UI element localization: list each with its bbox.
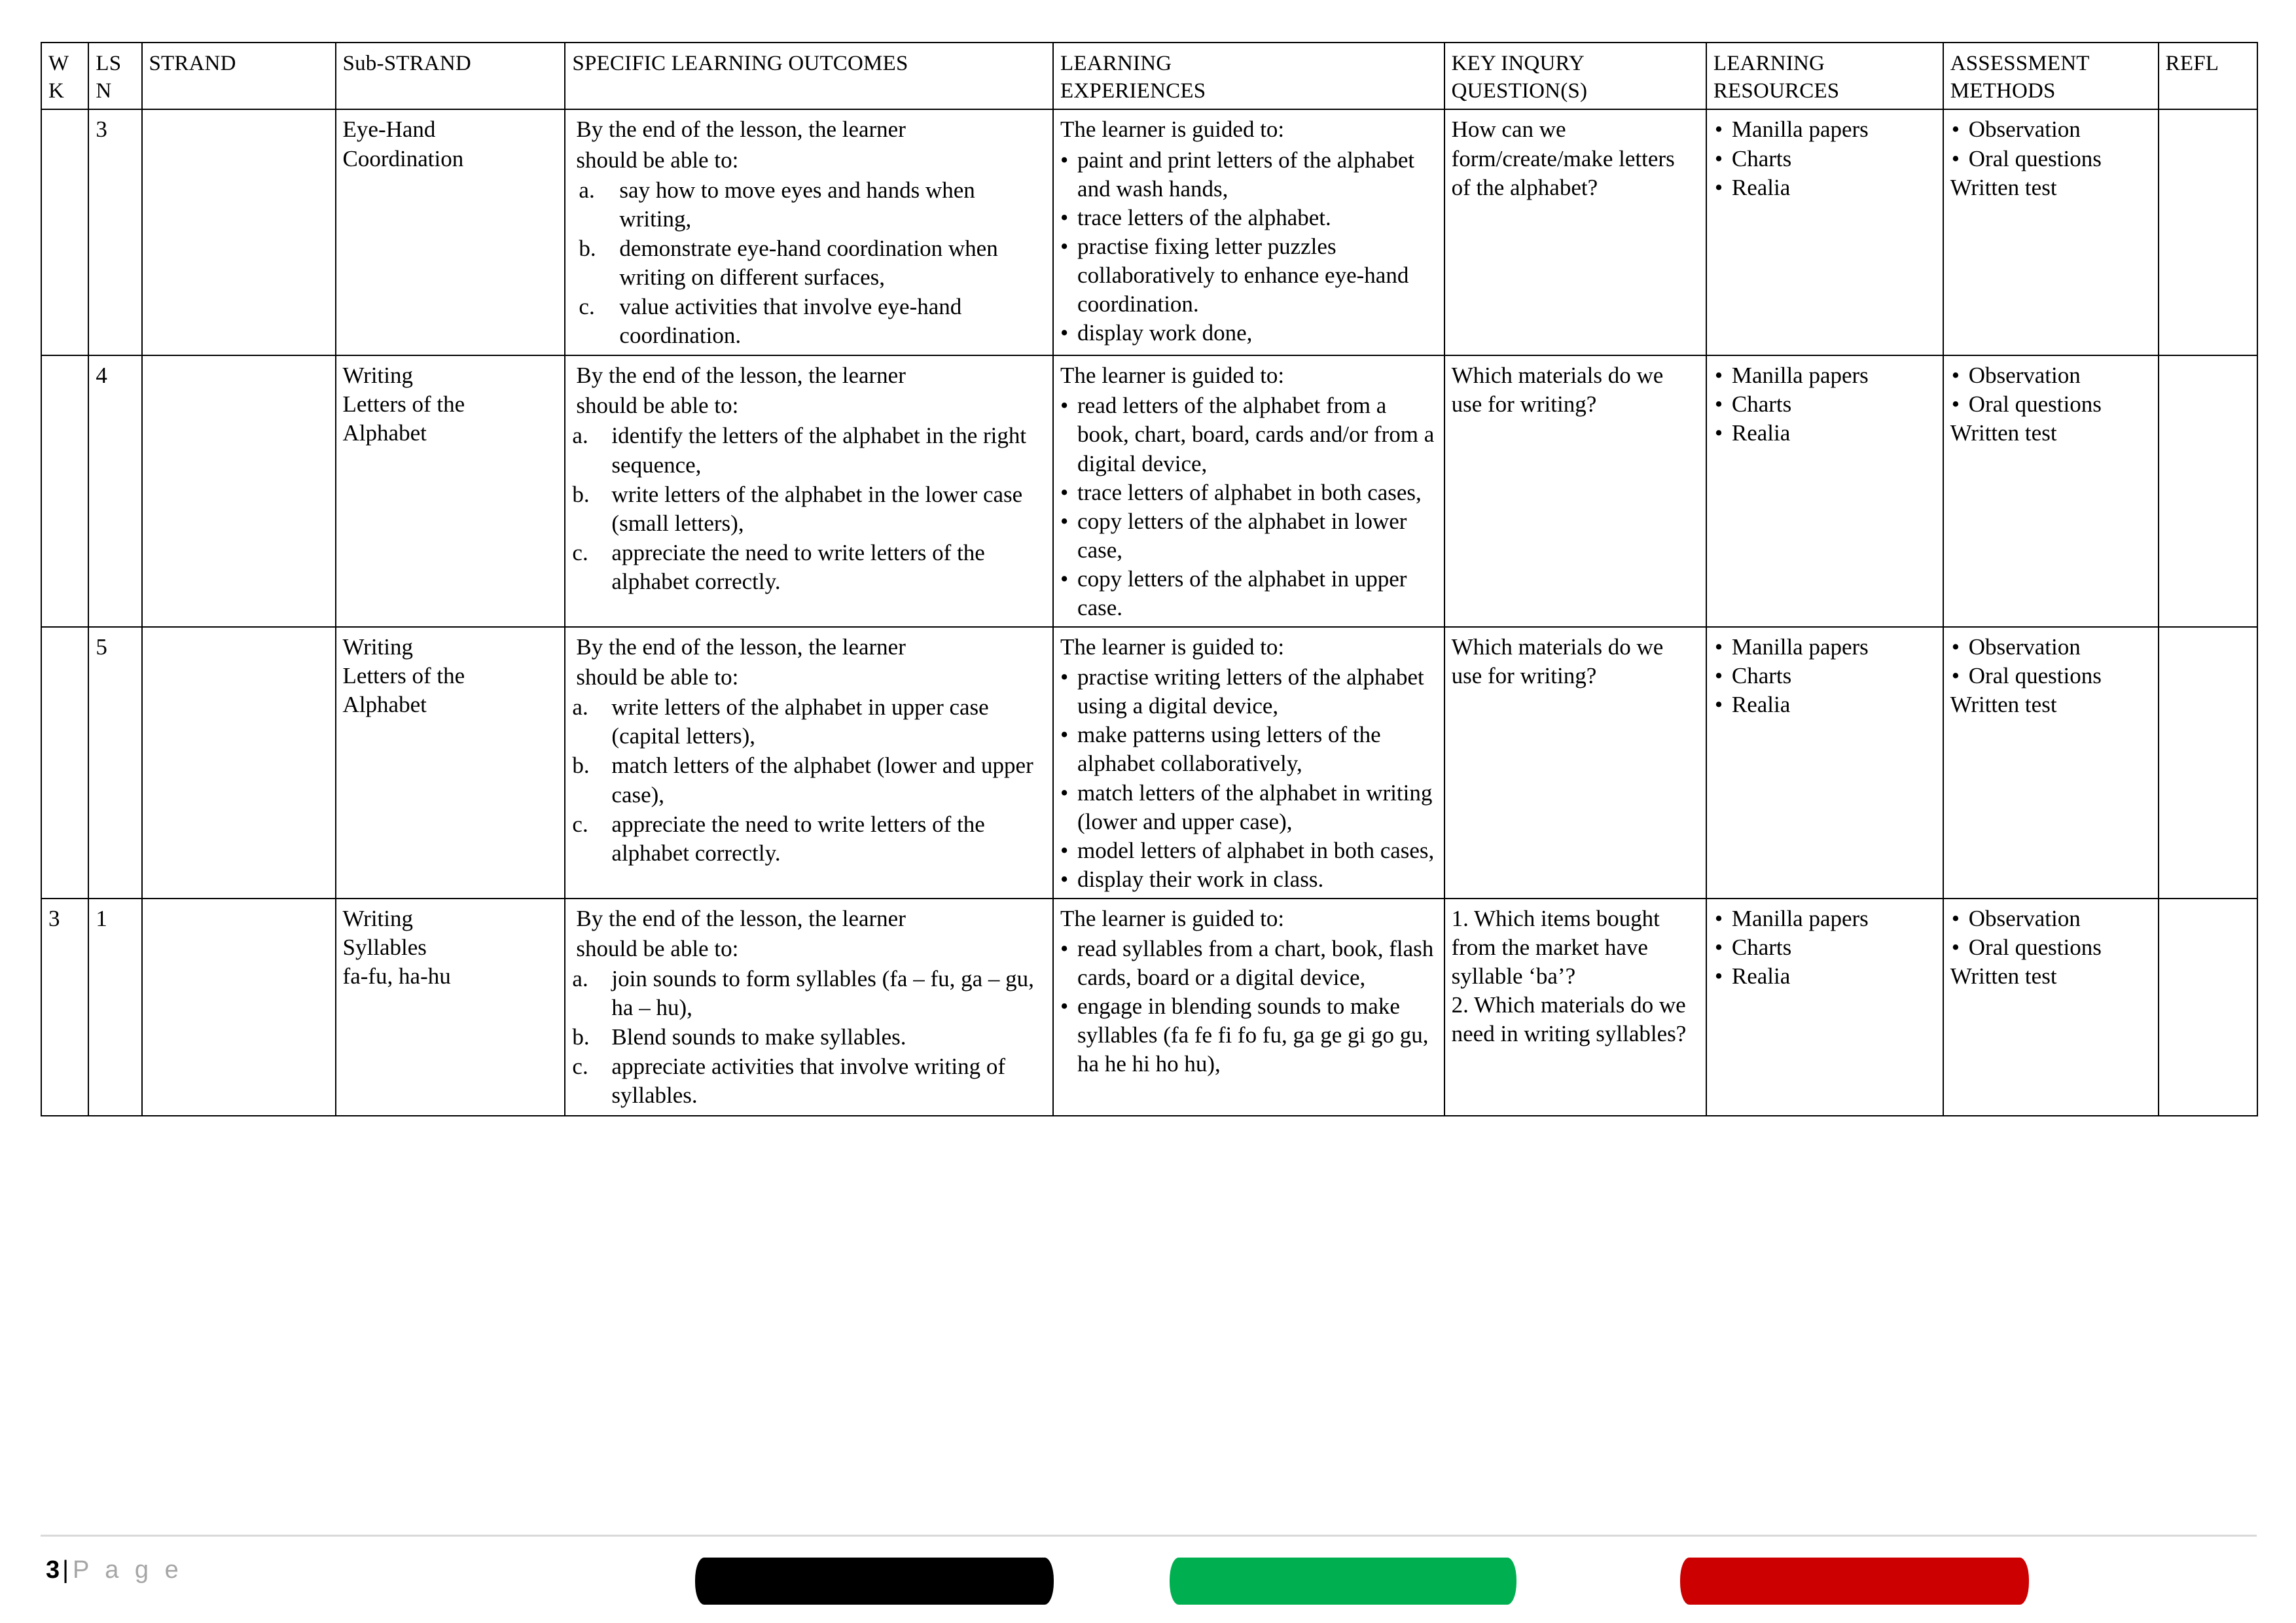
sub-strand-line: Alphabet (342, 420, 427, 446)
sub-strand-line: Letters of the (342, 391, 465, 418)
slo-item-marker: b. (572, 481, 590, 507)
header-le-line1: LEARNING (1060, 52, 1172, 75)
learning-experience-text: make patterns using letters of the alphabet collaboratively, (1077, 722, 1381, 777)
bullet-icon: • (1951, 363, 1960, 389)
cell-reflection (2159, 899, 2257, 1116)
learning-resource-text: Manilla papers (1731, 363, 1869, 389)
learning-experience-item (1060, 663, 1437, 721)
assessment-method-text: Oral questions (1968, 391, 2102, 418)
bullet-icon: • (1714, 116, 1723, 143)
bullet-icon: • (1060, 393, 1069, 419)
cell-sub-strand (336, 109, 565, 355)
column-header-strand: STRAND (142, 43, 336, 109)
slo-item-text: value activities that involve eye-hand coordination. (619, 294, 962, 349)
slo-item-text: appreciate the need to write letters of the alphabet correctly. (611, 811, 985, 866)
slo-item (572, 1052, 1046, 1110)
cell-lesson-number: 4 (88, 355, 141, 627)
bullet-icon: • (1060, 204, 1069, 230)
bullet-icon: • (1951, 634, 1960, 660)
key-inquiry-question: Which materials do we use for writing? (1451, 634, 1664, 689)
slo-item (572, 421, 1046, 479)
slo-item-text: say how to move eyes and hands when writing, (619, 177, 975, 232)
learning-experience-item (1060, 565, 1437, 622)
bullet-icon: • (1060, 147, 1069, 173)
cell-specific-learning-outcomes (565, 899, 1053, 1116)
footer-green-bar (1170, 1558, 1516, 1605)
slo-item (572, 539, 1046, 596)
key-inquiry-question: Which materials do we use for writing? (1451, 363, 1664, 418)
column-header-week (41, 43, 88, 109)
bullet-icon: • (1060, 233, 1069, 259)
cell-lesson-number: 3 (88, 109, 141, 355)
slo-item-marker: b. (572, 753, 590, 779)
slo-item-marker: c. (572, 811, 588, 837)
bullet-icon: • (1060, 866, 1069, 892)
bullet-icon: • (1951, 935, 1960, 960)
learning-resource-text: Charts (1731, 145, 1792, 171)
slo-intro-line2: should be able to: (576, 393, 739, 419)
header-row (41, 43, 2257, 109)
table-row (41, 899, 2257, 1116)
assessment-method-text: Oral questions (1968, 145, 2102, 171)
bullet-icon: • (1714, 634, 1723, 660)
slo-item-text: write letters of the alphabet in upper case (capital letters), (611, 694, 989, 749)
bullet-icon: • (1714, 905, 1723, 931)
header-wk-line1: W (48, 52, 69, 75)
cell-sub-strand (336, 627, 565, 899)
learning-experience-text: match letters of the alphabet in writing (lower and upper case), (1077, 779, 1433, 834)
bullet-icon: • (1060, 722, 1069, 748)
cell-week (41, 355, 88, 627)
learning-resource-text: Realia (1731, 692, 1791, 718)
bullet-icon: • (1060, 479, 1069, 505)
learning-experience-text: trace letters of the alphabet. (1077, 204, 1331, 230)
cell-learning-resources (1706, 899, 1943, 1116)
learning-experience-text: display work done, (1077, 320, 1253, 346)
key-inquiry-question: 1. Which items bought from the market have syllable ‘ba’? (1451, 905, 1660, 990)
assessment-methods-list (1950, 115, 2151, 173)
sub-strand-line: Eye-Hand (342, 116, 436, 143)
slo-item-text: match letters of the alphabet (lower and upper case), (611, 753, 1033, 808)
sub-strand-line: Syllables (342, 935, 427, 960)
assessment-method-item (1950, 662, 2151, 690)
assessment-method-text: Oral questions (1968, 663, 2102, 689)
slo-intro-line1: By the end of the lesson, the learner (576, 905, 906, 931)
learning-experience-item (1060, 992, 1437, 1079)
cell-key-inquiry-questions (1444, 627, 1706, 899)
learning-resource-item (1713, 690, 1936, 719)
bullet-icon: • (1951, 145, 1960, 171)
learning-resources-list (1713, 115, 1936, 202)
learning-resource-item (1713, 390, 1936, 419)
learning-resource-text: Manilla papers (1731, 634, 1869, 660)
assessment-method-item (1950, 933, 2151, 962)
cell-week (41, 109, 88, 355)
footer-black-bar (695, 1558, 1054, 1605)
cell-specific-learning-outcomes (565, 355, 1053, 627)
slo-item-marker: c. (572, 539, 588, 565)
slo-list (572, 176, 1046, 351)
slo-intro-line1: By the end of the lesson, the learner (576, 116, 906, 143)
slo-item-text: join sounds to form syllables (fa – fu, ga – gu, ha – hu), (611, 966, 1034, 1021)
learning-experience-item (1060, 935, 1437, 992)
learning-experience-item (1060, 146, 1437, 204)
page-label: P a g e (73, 1556, 183, 1584)
assessment-method-plain-text: Written test (1950, 420, 2057, 446)
slo-item-text: identify the letters of the alphabet in the right sequence, (611, 423, 1027, 478)
learning-experiences-intro: The learner is guided to: (1060, 363, 1285, 389)
learning-resource-text: Manilla papers (1731, 116, 1869, 143)
column-header-sub-strand: Sub-STRAND (336, 43, 565, 109)
column-header-learning-resources (1706, 43, 1943, 109)
table-body (41, 109, 2257, 1115)
slo-item-text: appreciate the need to write letters of the alphabet correctly. (611, 539, 985, 594)
sub-strand-line: fa-fu, ha-hu (342, 963, 451, 990)
slo-item (572, 810, 1046, 868)
bullet-icon: • (1714, 963, 1723, 990)
slo-item (572, 234, 1046, 292)
header-kiq-line2: QUESTION(S) (1451, 79, 1588, 103)
header-lr-line1: LEARNING (1713, 52, 1825, 75)
cell-reflection (2159, 355, 2257, 627)
slo-item-marker: b. (579, 235, 596, 261)
bullet-icon: • (1060, 320, 1069, 346)
sub-strand-line: Writing (342, 634, 414, 660)
learning-experience-item (1060, 232, 1437, 319)
page-number-separator: | (62, 1556, 69, 1584)
assessment-method-text: Observation (1968, 905, 2081, 931)
cell-learning-experiences (1053, 627, 1444, 899)
cell-sub-strand (336, 899, 565, 1116)
assessment-method-item (1950, 115, 2151, 144)
learning-experiences-list (1060, 391, 1437, 622)
learning-experience-text: paint and print letters of the alphabet and wash hands, (1077, 147, 1415, 202)
slo-item-marker: c. (572, 1054, 588, 1080)
slo-item (572, 693, 1046, 751)
assessment-method-plain-text: Written test (1950, 692, 2057, 718)
learning-resource-text: Realia (1731, 420, 1791, 446)
learning-resource-text: Charts (1731, 663, 1792, 689)
slo-item (572, 480, 1046, 538)
key-inquiry-question: How can we form/create/make letters of the alphabet? (1451, 116, 1675, 200)
footer-red-bar (1680, 1558, 2029, 1605)
cell-key-inquiry-questions (1444, 109, 1706, 355)
learning-experience-text: practise fixing letter puzzles collaboratively to enhance eye-hand coordination. (1077, 233, 1409, 317)
column-header-assessment-methods (1943, 43, 2159, 109)
learning-resource-item (1713, 173, 1936, 202)
cell-strand (142, 355, 336, 627)
cell-week: 3 (41, 899, 88, 1116)
bullet-icon: • (1714, 391, 1723, 418)
bullet-icon: • (1714, 420, 1723, 446)
learning-resource-item (1713, 662, 1936, 690)
learning-experience-item (1060, 779, 1437, 836)
learning-resource-item (1713, 115, 1936, 144)
bullet-icon: • (1951, 663, 1960, 689)
slo-intro-line2: should be able to: (576, 147, 739, 173)
learning-experience-item (1060, 391, 1437, 478)
learning-experiences-list (1060, 663, 1437, 894)
column-header-lesson (88, 43, 141, 109)
assessment-methods-list (1950, 633, 2151, 690)
learning-experience-item (1060, 478, 1437, 507)
header-lsn-line1: LS (96, 52, 122, 75)
assessment-methods-list (1950, 361, 2151, 419)
slo-intro-line1: By the end of the lesson, the learner (576, 363, 906, 389)
header-lsn-line2: N (96, 79, 112, 103)
footer-divider (41, 1535, 2257, 1537)
learning-experience-text: read letters of the alphabet from a book, chart, board, cards and/or from a digital device, (1077, 393, 1435, 476)
slo-intro-line2: should be able to: (576, 936, 739, 961)
cell-assessment-methods (1943, 109, 2159, 355)
learning-experience-item (1060, 865, 1437, 894)
learning-experience-item (1060, 721, 1437, 778)
learning-resource-text: Charts (1731, 935, 1792, 960)
cell-lesson-number: 5 (88, 627, 141, 899)
slo-item (572, 965, 1046, 1022)
learning-resource-text: Manilla papers (1731, 905, 1869, 931)
cell-reflection (2159, 109, 2257, 355)
column-header-reflection: REFL (2159, 43, 2257, 109)
cell-learning-experiences (1053, 109, 1444, 355)
learning-resource-text: Realia (1731, 174, 1791, 200)
cell-key-inquiry-questions (1444, 355, 1706, 627)
slo-intro-line2: should be able to: (576, 664, 739, 690)
key-inquiry-question: 2. Which materials do we need in writing syllables? (1451, 992, 1687, 1047)
assessment-method-plain-text: Written test (1950, 174, 2057, 200)
learning-resource-item (1713, 361, 1936, 390)
learning-experiences-intro: The learner is guided to: (1060, 634, 1285, 660)
assessment-method-item (1950, 390, 2151, 419)
learning-experience-item (1060, 507, 1437, 565)
table-row (41, 627, 2257, 899)
assessment-method-item (1950, 145, 2151, 173)
learning-experiences-intro: The learner is guided to: (1060, 116, 1285, 143)
slo-item-text: appreciate activities that involve writing of syllables. (611, 1054, 1006, 1109)
slo-item-marker: b. (572, 1024, 590, 1050)
cell-lesson-number: 1 (88, 899, 141, 1116)
sub-strand-line: Writing (342, 905, 414, 931)
learning-resource-item (1713, 904, 1936, 933)
bullet-icon: • (1951, 391, 1960, 418)
column-header-key-inquiry-questions (1444, 43, 1706, 109)
header-le-line2: EXPERIENCES (1060, 79, 1206, 103)
learning-experience-text: copy letters of the alphabet in upper case. (1077, 565, 1407, 620)
learning-experience-item (1060, 204, 1437, 232)
cell-learning-resources (1706, 355, 1943, 627)
sub-strand-line: Letters of the (342, 663, 465, 689)
learning-resource-item (1713, 145, 1936, 173)
learning-experience-item (1060, 319, 1437, 348)
bullet-icon: • (1714, 174, 1723, 200)
cell-assessment-methods (1943, 355, 2159, 627)
page-number-indicator (46, 1556, 183, 1584)
slo-item-text: Blend sounds to make syllables. (611, 1024, 906, 1050)
bullet-icon: • (1060, 664, 1069, 690)
page-footer (41, 1550, 2257, 1623)
bullet-icon: • (1060, 779, 1069, 806)
cell-learning-experiences (1053, 355, 1444, 627)
table-row (41, 109, 2257, 355)
cell-week (41, 627, 88, 899)
slo-item (572, 293, 1046, 350)
cell-strand (142, 899, 336, 1116)
learning-experience-text: display their work in class. (1077, 866, 1324, 892)
slo-list (572, 965, 1046, 1110)
slo-item-marker: a. (572, 694, 588, 721)
cell-sub-strand (336, 355, 565, 627)
column-header-learning-experiences (1053, 43, 1444, 109)
learning-experience-text: model letters of alphabet in both cases, (1077, 837, 1435, 863)
learning-resources-list (1713, 361, 1936, 448)
slo-item-marker: a. (579, 177, 595, 203)
bullet-icon: • (1060, 565, 1069, 592)
cell-assessment-methods (1943, 627, 2159, 899)
scheme-of-work-table (41, 42, 2258, 1116)
cell-assessment-methods (1943, 899, 2159, 1116)
bullet-icon: • (1714, 145, 1723, 171)
learning-experiences-intro: The learner is guided to: (1060, 905, 1285, 931)
sub-strand-line: Writing (342, 363, 414, 389)
sub-strand-line: Coordination (342, 145, 464, 171)
bullet-icon: • (1060, 936, 1069, 961)
header-kiq-line1: KEY INQURY (1451, 52, 1585, 75)
slo-item-text: demonstrate eye-hand coordination when writing on different surfaces, (619, 235, 998, 290)
cell-strand (142, 627, 336, 899)
learning-experience-text: read syllables from a chart, book, flash cards, board or a digital device, (1077, 936, 1434, 991)
cell-key-inquiry-questions (1444, 899, 1706, 1116)
cell-reflection (2159, 627, 2257, 899)
header-lr-line2: RESOURCES (1713, 79, 1840, 103)
bullet-icon: • (1060, 508, 1069, 534)
cell-specific-learning-outcomes (565, 627, 1053, 899)
slo-item (572, 176, 1046, 234)
learning-experiences-list (1060, 146, 1437, 348)
slo-item (572, 1023, 1046, 1052)
bullet-icon: • (1714, 692, 1723, 718)
learning-resource-item (1713, 933, 1936, 962)
table-row (41, 355, 2257, 627)
learning-experiences-list (1060, 935, 1437, 1079)
slo-item-marker: a. (572, 423, 588, 449)
learning-resource-item (1713, 962, 1936, 991)
slo-intro-line1: By the end of the lesson, the learner (576, 634, 906, 660)
learning-resource-text: Realia (1731, 963, 1791, 990)
learning-resources-list (1713, 633, 1936, 719)
cell-specific-learning-outcomes (565, 109, 1053, 355)
bullet-icon: • (1060, 993, 1069, 1020)
learning-resources-list (1713, 904, 1936, 991)
learning-resource-item (1713, 633, 1936, 662)
cell-learning-resources (1706, 109, 1943, 355)
slo-item (572, 751, 1046, 809)
assessment-method-item (1950, 361, 2151, 390)
header-wk-line2: K (48, 79, 65, 103)
learning-experience-text: practise writing letters of the alphabet using a digital device, (1077, 664, 1424, 719)
slo-list (572, 693, 1046, 868)
assessment-method-text: Observation (1968, 363, 2081, 389)
learning-resource-text: Charts (1731, 391, 1792, 418)
header-am-line2: METHODS (1950, 79, 2056, 103)
slo-item-text: write letters of the alphabet in the lower case (small letters), (611, 481, 1023, 536)
bullet-icon: • (1714, 363, 1723, 389)
cell-strand (142, 109, 336, 355)
assessment-methods-list (1950, 904, 2151, 962)
assessment-method-text: Observation (1968, 116, 2081, 143)
learning-experience-text: copy letters of the alphabet in lower case, (1077, 508, 1407, 563)
page-number-value: 3 (46, 1556, 60, 1584)
learning-experience-item (1060, 836, 1437, 865)
slo-item-marker: a. (572, 966, 588, 992)
learning-resource-item (1713, 419, 1936, 448)
assessment-method-plain-text: Written test (1950, 963, 2057, 990)
bullet-icon: • (1951, 905, 1960, 931)
bullet-icon: • (1951, 116, 1960, 143)
assessment-method-item (1950, 633, 2151, 662)
slo-list (572, 421, 1046, 596)
slo-item-marker: c. (579, 294, 595, 320)
cell-learning-experiences (1053, 899, 1444, 1116)
bullet-icon: • (1714, 935, 1723, 960)
assessment-method-text: Observation (1968, 634, 2081, 660)
bullet-icon: • (1060, 837, 1069, 863)
table-header (41, 43, 2257, 109)
sub-strand-line: Alphabet (342, 692, 427, 718)
column-header-specific-learning-outcomes: SPECIFIC LEARNING OUTCOMES (565, 43, 1053, 109)
learning-experience-text: trace letters of alphabet in both cases, (1077, 479, 1422, 505)
assessment-method-text: Oral questions (1968, 935, 2102, 960)
bullet-icon: • (1714, 663, 1723, 689)
learning-experience-text: engage in blending sounds to make syllables (fa fe fi fo fu, ga ge gi go gu, ha he hi ho hu), (1077, 993, 1429, 1077)
assessment-method-item (1950, 904, 2151, 933)
header-am-line1: ASSESSMENT (1950, 52, 2090, 75)
cell-learning-resources (1706, 627, 1943, 899)
